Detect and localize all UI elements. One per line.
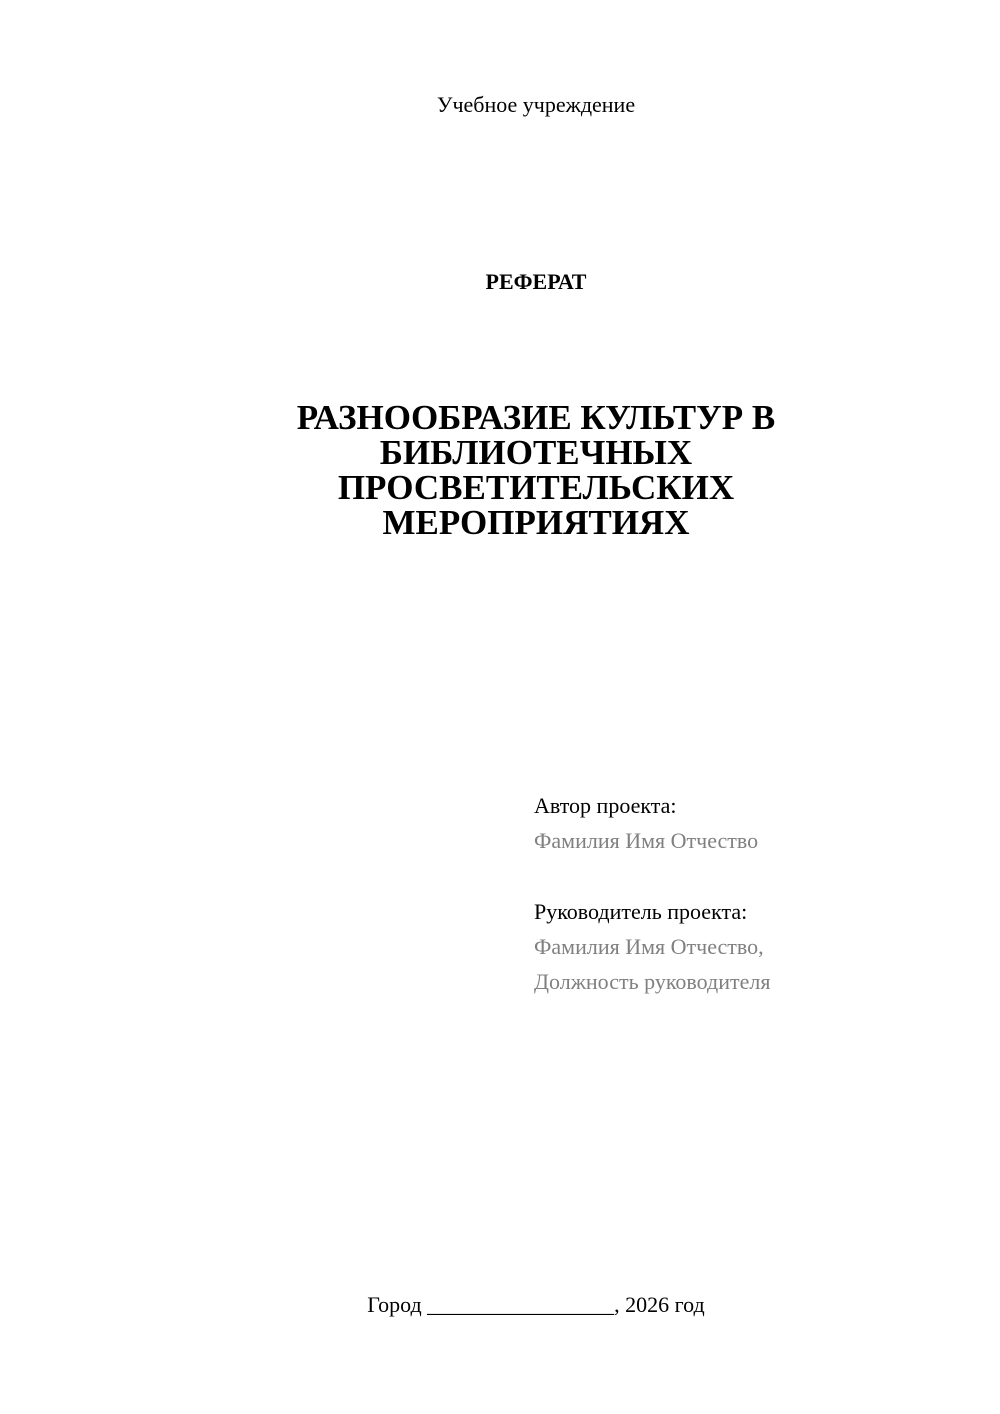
city-year-line: Город _________________, 2026 год bbox=[367, 1292, 705, 1317]
title-line: ПРОСВЕТИТЕЛЬСКИХ bbox=[337, 468, 735, 507]
authors-block bbox=[534, 788, 974, 999]
title-line: БИБЛИОТЕЧНЫХ bbox=[379, 433, 693, 472]
document-type: РЕФЕРАТ bbox=[485, 269, 587, 294]
title-line: РАЗНООБРАЗИЕ КУЛЬТУР В bbox=[296, 398, 776, 437]
supervisor-position-placeholder: Должность руководителя bbox=[534, 969, 771, 994]
document-title bbox=[236, 400, 836, 540]
institution-name: Учебное учреждение bbox=[436, 92, 636, 117]
supervisor-name-placeholder: Фамилия Имя Отчество, bbox=[534, 934, 764, 959]
spacer bbox=[534, 858, 974, 894]
supervisor-label: Руководитель проекта: bbox=[534, 899, 748, 924]
title-line: МЕРОПРИЯТИЯХ bbox=[382, 503, 690, 542]
author-name-placeholder: Фамилия Имя Отчество bbox=[534, 828, 759, 853]
author-label: Автор проекта: bbox=[534, 793, 677, 818]
